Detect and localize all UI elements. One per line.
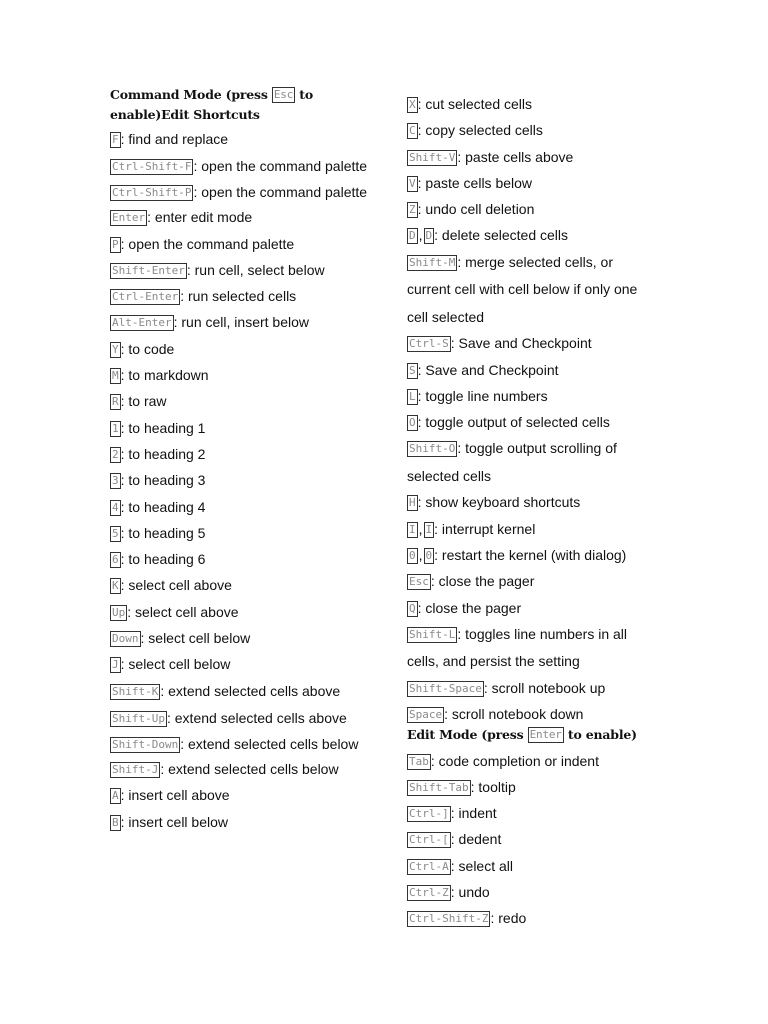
shortcut-key: Esc <box>409 575 429 589</box>
shortcut-key: Ctrl-Shift-F <box>112 160 192 174</box>
shortcut-item <box>110 178 380 207</box>
shortcut-key: Shift-V <box>409 150 456 164</box>
shortcut-key: Shift-Tab <box>409 780 469 794</box>
heading-key: Esc <box>273 88 294 101</box>
shortcut-description: : undo cell deletion <box>417 201 535 218</box>
shortcut-key: Down <box>112 632 139 646</box>
shortcut-key: Ctrl-[ <box>409 833 449 847</box>
shortcut-key: Space <box>409 708 443 722</box>
shortcut-description: : indent <box>450 805 497 822</box>
shortcut-description: : close the pager <box>417 599 522 616</box>
shortcut-description: : Save and Checkpoint <box>450 335 592 352</box>
shortcut-item <box>407 249 652 332</box>
shortcut-item <box>110 704 380 733</box>
shortcut-item <box>407 542 652 568</box>
shortcut-key: P <box>112 237 119 251</box>
shortcut-description: : close the pager <box>430 573 535 590</box>
command-mode-shortcut-list <box>110 126 380 835</box>
edit-mode-heading <box>407 725 652 745</box>
shortcut-item <box>407 595 652 621</box>
shortcut-key: R <box>112 395 119 409</box>
shortcut-description: : to heading 5 <box>120 524 206 541</box>
shortcut-key: Enter <box>112 211 146 225</box>
shortcut-item <box>407 409 652 435</box>
shortcut-item <box>110 283 380 309</box>
shortcut-item <box>110 625 380 651</box>
shortcut-key: 6 <box>112 553 119 567</box>
shortcut-item <box>110 572 380 598</box>
shortcut-item <box>407 675 652 701</box>
shortcut-item <box>110 415 380 441</box>
shortcut-key: L <box>409 389 416 403</box>
shortcut-item <box>407 196 652 222</box>
shortcut-item <box>407 383 652 409</box>
shortcut-description: : extend selected cells above <box>166 709 347 726</box>
shortcut-key: M <box>112 369 119 383</box>
heading-key: Enter <box>529 727 562 741</box>
shortcut-key: D <box>409 229 416 243</box>
shortcut-key: 0 <box>425 549 433 563</box>
shortcut-description: : copy selected cells <box>417 122 543 139</box>
shortcut-description: : open the command palette <box>193 184 368 201</box>
command-mode-column <box>110 85 380 835</box>
shortcut-description: : to code <box>120 340 175 357</box>
command-mode-shortcut-list-continued <box>407 91 652 728</box>
shortcut-item <box>407 905 652 931</box>
shortcut-item <box>110 756 380 782</box>
shortcut-description: : redo <box>490 910 527 927</box>
shortcut-key: 3 <box>112 474 119 488</box>
command-mode-heading <box>110 85 380 125</box>
shortcut-item <box>110 467 380 493</box>
shortcut-item <box>110 546 380 572</box>
shortcut-description: : select all <box>450 857 513 874</box>
shortcut-description: : to raw <box>120 393 167 410</box>
shortcut-key: Y <box>112 342 119 356</box>
shortcut-description: : toggles line numbers in all cells, and persist the setting <box>407 625 628 670</box>
shortcut-description: : delete selected cells <box>434 227 568 244</box>
shortcut-key: B <box>112 815 119 829</box>
shortcut-key: Ctrl-Enter <box>112 290 179 304</box>
shortcut-key: Shift-Up <box>112 711 165 725</box>
shortcut-description: : run cell, insert below <box>173 314 310 331</box>
shortcut-description: : find and replace <box>120 131 229 147</box>
shortcut-key: 2 <box>112 447 119 461</box>
shortcut-item <box>110 599 380 625</box>
shortcut-description: : to heading 4 <box>120 498 206 515</box>
shortcut-key: Ctrl-Shift-P <box>112 186 192 200</box>
shortcut-key: Shift-Down <box>112 737 179 751</box>
shortcut-item <box>407 117 652 143</box>
shortcut-key: J <box>112 658 119 672</box>
shortcut-description: : open the command palette <box>120 235 295 252</box>
shortcut-item <box>110 204 380 230</box>
shortcut-item <box>407 144 652 170</box>
shortcut-key: I <box>425 522 433 536</box>
shortcut-item <box>407 489 652 515</box>
shortcut-key: Ctrl-S <box>409 337 449 351</box>
shortcut-description: : interrupt kernel <box>434 520 536 537</box>
shortcut-description: : extend selected cells above <box>160 682 341 699</box>
shortcut-item <box>110 336 380 362</box>
shortcut-item <box>407 621 652 676</box>
shortcut-item <box>110 231 380 257</box>
shortcut-key: Shift-Enter <box>112 263 185 277</box>
shortcut-key: F <box>112 133 119 146</box>
key-separator: , <box>418 547 423 564</box>
shortcuts-right-column <box>407 91 652 932</box>
shortcut-key: I <box>409 522 416 536</box>
shortcut-description: : Save and Checkpoint <box>417 361 559 378</box>
shortcut-key: O <box>409 416 416 430</box>
shortcut-description: : show keyboard shortcuts <box>417 494 581 511</box>
shortcut-item <box>110 782 380 808</box>
shortcut-key: X <box>409 98 416 111</box>
shortcut-item <box>110 494 380 520</box>
shortcut-description: : select cell above <box>120 577 232 594</box>
shortcut-item <box>110 809 380 835</box>
shortcut-key: C <box>409 124 416 138</box>
shortcut-description: : undo <box>450 884 490 901</box>
shortcut-item <box>407 516 652 542</box>
shortcut-description: : toggle line numbers <box>417 387 548 404</box>
shortcut-key: Shift-Space <box>409 681 482 695</box>
edit-mode-heading-suffix: to enable) <box>563 726 637 742</box>
shortcut-item <box>110 126 380 152</box>
shortcut-item <box>407 748 652 774</box>
command-mode-heading-suffix: to enable)Edit Shortcuts <box>110 87 314 122</box>
shortcut-item <box>407 170 652 196</box>
shortcut-key: Shift-J <box>112 762 159 776</box>
shortcut-key: Tab <box>409 754 429 768</box>
shortcut-item <box>407 330 652 356</box>
shortcut-description: : toggle output scrolling of selected cells <box>407 440 617 484</box>
shortcut-key: Ctrl-Shift-Z <box>409 912 489 926</box>
shortcut-description: : extend selected cells below <box>180 735 359 752</box>
shortcut-description: : restart the kernel (with dialog) <box>434 547 627 564</box>
shortcut-key: H <box>409 496 416 510</box>
shortcut-description: : to heading 2 <box>120 445 206 462</box>
shortcut-item <box>110 388 380 414</box>
shortcut-item <box>407 800 652 826</box>
shortcut-key: 1 <box>112 421 119 435</box>
shortcut-key: S <box>409 363 416 377</box>
shortcut-description: : to heading 3 <box>120 472 206 489</box>
shortcut-key: Up <box>112 605 126 619</box>
shortcut-description: : to heading 6 <box>120 551 206 568</box>
shortcut-description: : tooltip <box>470 778 516 795</box>
shortcut-item <box>407 774 652 800</box>
shortcut-item <box>110 309 380 335</box>
shortcut-item <box>110 152 380 181</box>
shortcut-description: : to heading 1 <box>120 419 206 436</box>
shortcut-item <box>407 91 652 117</box>
shortcut-item <box>110 730 380 759</box>
key-separator: , <box>418 227 423 244</box>
shortcut-key: Shift-O <box>409 442 456 456</box>
shortcut-item <box>110 257 380 283</box>
shortcut-item <box>407 826 652 852</box>
shortcut-key: Ctrl-A <box>409 859 449 873</box>
shortcut-description: : paste cells below <box>417 174 533 191</box>
shortcut-description: : run cell, select below <box>186 261 325 278</box>
edit-mode-shortcut-list <box>407 748 652 932</box>
shortcut-description: : select cell below <box>140 630 251 647</box>
edit-mode-heading-text: Edit Mode (press <box>407 726 528 742</box>
shortcut-key: D <box>425 229 433 243</box>
shortcut-item <box>407 435 652 490</box>
shortcut-item <box>407 357 652 383</box>
shortcut-item <box>407 879 652 905</box>
shortcut-item <box>110 362 380 388</box>
shortcut-description: : enter edit mode <box>147 209 253 226</box>
shortcut-description: : scroll notebook down <box>444 706 584 723</box>
key-separator: , <box>418 520 423 537</box>
shortcut-item <box>407 853 652 879</box>
shortcut-description: : extend selected cells below <box>160 760 339 777</box>
shortcut-description: : code completion or indent <box>430 752 599 769</box>
shortcut-key: V <box>409 176 416 190</box>
shortcut-description: : insert cell below <box>120 813 229 830</box>
shortcut-item <box>110 678 380 704</box>
shortcut-description: : dedent <box>450 831 502 848</box>
shortcut-key: Shift-K <box>112 684 159 698</box>
shortcut-key: 0 <box>409 549 416 563</box>
shortcut-item <box>110 651 380 677</box>
shortcut-key: 4 <box>112 500 119 514</box>
shortcut-item <box>407 568 652 594</box>
shortcut-key: K <box>112 579 119 593</box>
shortcut-key: Z <box>409 203 416 217</box>
shortcut-key: A <box>112 789 119 803</box>
shortcut-key: Ctrl-Z <box>409 886 449 900</box>
shortcut-description: : run selected cells <box>180 288 297 305</box>
shortcut-description: : merge selected cells, or current cell with cell below if only one cell selected <box>407 253 638 325</box>
shortcut-description: : select cell above <box>127 603 239 620</box>
shortcut-item <box>110 441 380 467</box>
shortcut-key: Alt-Enter <box>112 316 172 330</box>
shortcut-description: : open the command palette <box>193 158 368 175</box>
shortcut-key: Ctrl-] <box>409 807 449 821</box>
shortcut-description: : select cell below <box>120 656 231 673</box>
shortcut-key: Shift-L <box>409 627 456 641</box>
shortcut-description: : toggle output of selected cells <box>417 414 610 431</box>
shortcut-description: : cut selected cells <box>417 96 533 112</box>
shortcut-description: : scroll notebook up <box>483 679 606 696</box>
shortcut-key: Shift-M <box>409 255 456 269</box>
shortcut-key: Q <box>409 601 416 615</box>
shortcut-description: : to markdown <box>120 367 209 384</box>
shortcut-key: 5 <box>112 526 119 540</box>
shortcut-item <box>110 520 380 546</box>
shortcut-item <box>407 222 652 248</box>
command-mode-heading-text: Command Mode (press <box>110 87 272 102</box>
shortcut-description: : insert cell above <box>120 787 230 804</box>
shortcut-description: : paste cells above <box>457 148 574 165</box>
